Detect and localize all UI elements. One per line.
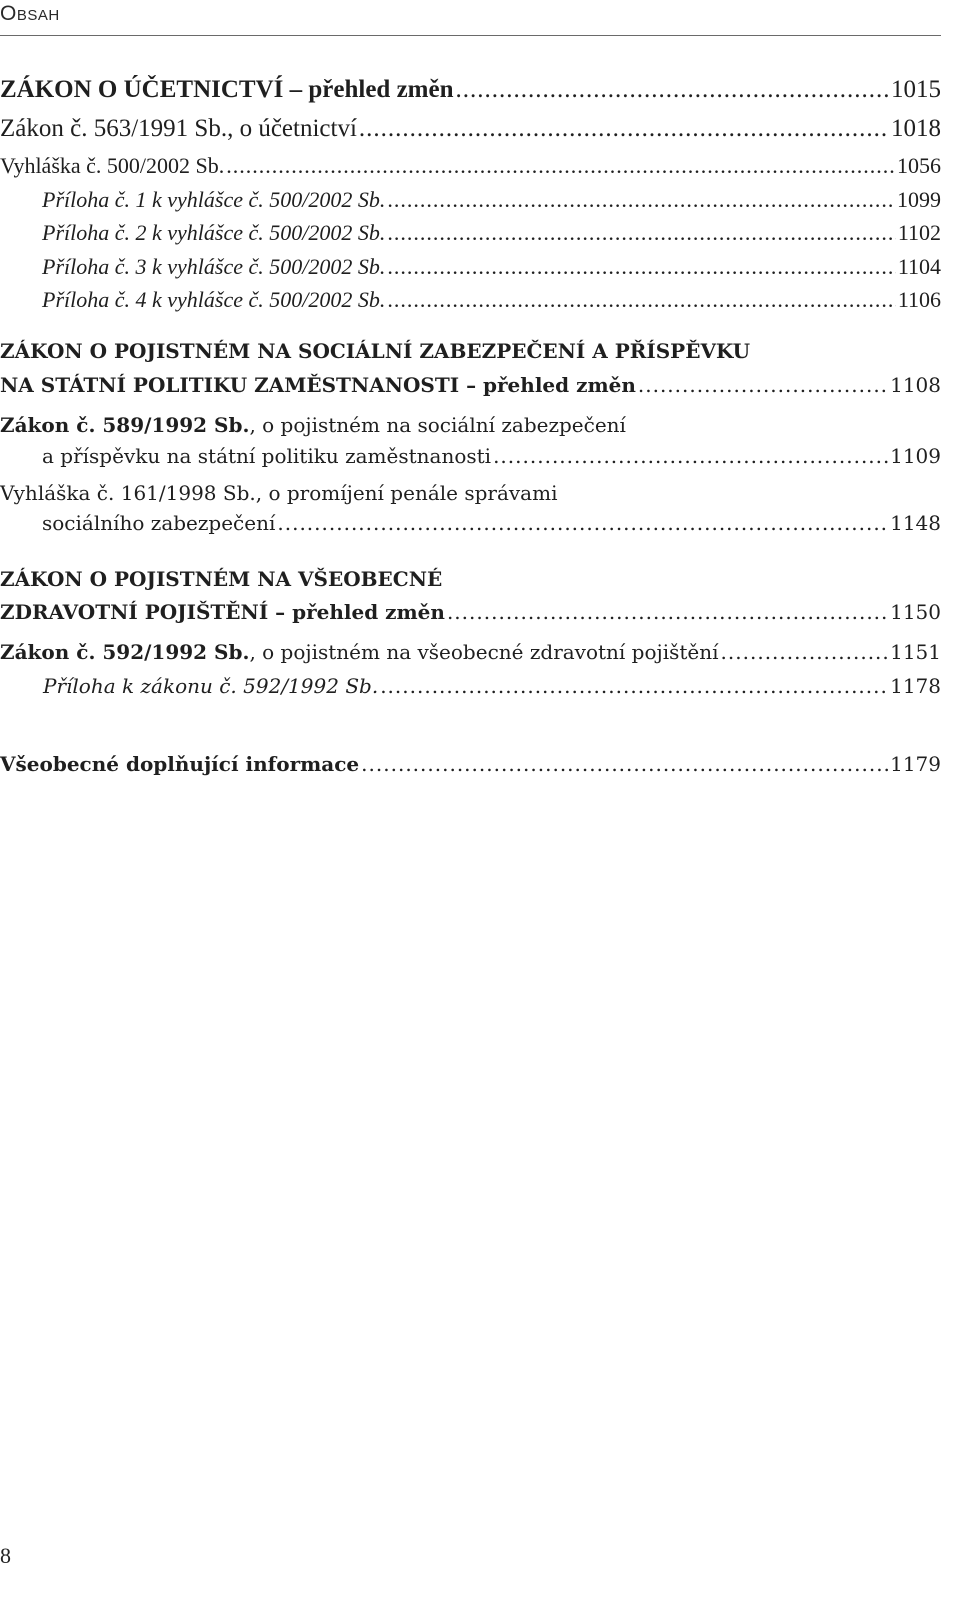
toc-entry-page: 1106 — [897, 287, 941, 312]
toc-entry-title: ZÁKON O ÚČETNICTVÍ – přehled změn — [0, 76, 454, 103]
toc-entry[interactable] — [0, 153, 941, 179]
page-number: 8 — [0, 1543, 11, 1568]
header-title: Obsah — [0, 2, 60, 25]
dot-leader — [387, 287, 895, 313]
toc-entry-title: Příloha č. 3 k vyhlášce č. 500/2002 Sb. — [42, 254, 386, 279]
toc-entry[interactable] — [0, 373, 941, 397]
dot-leader — [359, 115, 889, 143]
toc-entry-title: Zákon č. 563/1991 Sb., o účetnictví — [0, 115, 357, 142]
dot-leader — [361, 752, 888, 776]
toc-entry-title-line1[interactable]: ZÁKON O POJISTNÉM NA VŠEOBECNÉ — [0, 567, 443, 591]
dot-leader — [226, 153, 895, 179]
toc-entry-title — [0, 640, 719, 664]
toc-entry-title-line1[interactable]: ZÁKON O POJISTNÉM NA SOCIÁLNÍ ZABEZPEČENÍ A PŘÍSPĚVKU — [0, 339, 751, 363]
toc-entry[interactable] — [0, 752, 941, 776]
toc-entry-page: 1056 — [897, 153, 941, 178]
toc-entry[interactable] — [0, 640, 941, 664]
toc-entry-title-line2: a příspěvku na státní politiku zaměstnanosti — [42, 444, 492, 468]
toc-entry-page: 1099 — [897, 187, 941, 212]
toc-entry-page: 1108 — [890, 373, 941, 397]
toc-entry-title-line2: sociálního zabezpečení — [42, 511, 276, 535]
dot-leader — [387, 187, 895, 213]
toc-entry[interactable] — [42, 287, 941, 313]
toc-entry-title-line1[interactable] — [0, 413, 626, 437]
dot-leader — [387, 254, 895, 280]
dot-leader — [380, 674, 888, 698]
toc-entry-title-rest: , o pojistném na sociální zabezpečení — [249, 413, 626, 437]
page-header — [0, 0, 941, 36]
toc-entry-title-line1[interactable] — [0, 481, 557, 505]
toc-entry-page: 1102 — [897, 220, 941, 245]
toc-entry[interactable] — [0, 600, 941, 624]
toc-entry-title: Příloha č. 2 k vyhlášce č. 500/2002 Sb. — [42, 220, 386, 245]
toc-entry-page: 1151 — [890, 640, 941, 664]
toc-entry-title: Všeobecné doplňující informace — [0, 752, 360, 776]
toc-entry-title-bold: Zákon č. 592/1992 Sb. — [0, 640, 250, 664]
toc-entry[interactable] — [0, 76, 941, 104]
toc-entry-page: 1179 — [890, 752, 941, 776]
toc-entry-page: 1148 — [890, 511, 941, 535]
toc-entry-title: Příloha k zákonu č. 592/1992 Sb. — [43, 674, 379, 698]
toc-entry-title: Příloha č. 1 k vyhlášce č. 500/2002 Sb. — [42, 187, 386, 212]
toc-entry-title-bold: Zákon č. 589/1992 Sb. — [0, 413, 250, 437]
toc-entry-page: 1109 — [890, 444, 941, 468]
toc-entry-page: 1015 — [891, 76, 941, 103]
dot-leader — [721, 640, 889, 664]
toc-entry[interactable] — [0, 115, 941, 143]
toc-entry-page: 1104 — [897, 254, 941, 279]
dot-leader — [638, 373, 888, 397]
dot-leader — [277, 511, 888, 535]
toc-entry[interactable] — [42, 444, 941, 468]
toc-entry-page: 1018 — [891, 115, 941, 142]
toc-entry-title: Příloha č. 4 k vyhlášce č. 500/2002 Sb. — [42, 287, 386, 312]
toc-entry-page: 1150 — [890, 600, 941, 624]
toc-entry-title: Vyhláška č. 500/2002 Sb. — [0, 153, 225, 178]
dot-leader — [456, 76, 890, 104]
toc-entry[interactable] — [42, 254, 941, 280]
toc-entry[interactable] — [43, 674, 941, 698]
toc-entry-page: 1178 — [890, 674, 941, 698]
toc-entry-title-rest: , o pojistném na všeobecné zdravotní pojištění — [249, 640, 719, 664]
toc-entry[interactable] — [42, 187, 941, 213]
dot-leader — [447, 600, 888, 624]
toc-entry-title-bold: Vyhláška č. 161/1998 Sb. — [0, 481, 256, 505]
toc-entry-title-line2: NA STÁTNÍ POLITIKU ZAMĚSTNANOSTI – přehled změn — [0, 373, 636, 397]
toc-entry[interactable] — [42, 220, 941, 246]
toc-entry-title-line2: ZDRAVOTNÍ POJIŠTĚNÍ – přehled změn — [0, 600, 445, 624]
dot-leader — [493, 444, 888, 468]
toc-entry[interactable] — [42, 511, 941, 535]
toc-entry-title-rest: , o promíjení penále správami — [255, 481, 558, 505]
dot-leader — [387, 220, 895, 246]
